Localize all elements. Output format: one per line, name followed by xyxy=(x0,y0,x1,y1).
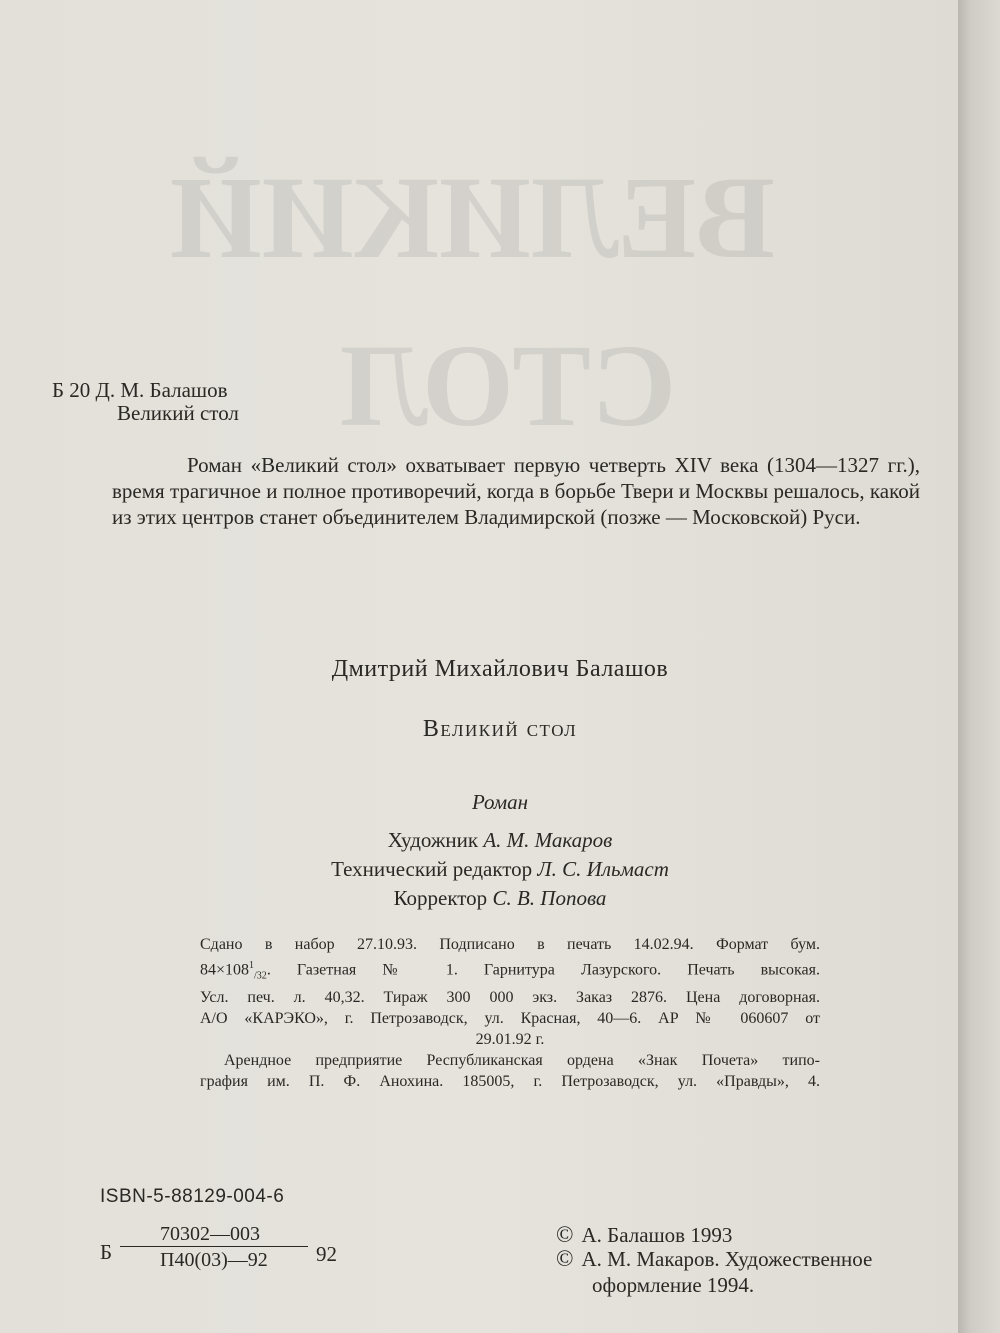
imprint-line: А/О «КАРЭКО», г. Петрозаводск, ул. Красная, 40—6. АР № 060607 от xyxy=(200,1009,820,1027)
credit-line xyxy=(0,826,1000,855)
imprint-line-rest: . Газетная № 1. Гарнитура Лазурского. Печать высокая. xyxy=(266,961,820,979)
code-numerator: 70302—003 xyxy=(160,1223,260,1245)
paper-format: 84×108 xyxy=(200,961,250,979)
next-page-edge xyxy=(958,0,1000,1333)
copyright-icon: © xyxy=(556,1222,574,1247)
annotation xyxy=(112,452,920,530)
credit-role: Художник xyxy=(387,828,479,852)
credit-role: Технический редактор xyxy=(331,857,533,881)
bleed-through-title: ВЕЛИКИЙ xyxy=(170,152,775,283)
code-suffix: 92 xyxy=(316,1242,337,1266)
copyright-text: А. Балашов 1993 xyxy=(581,1223,733,1247)
code-denominator: П40(03)—92 xyxy=(160,1249,268,1271)
imprint-line: Усл. печ. л. 40,32. Тираж 300 000 экз. Заказ 2876. Цена договорная. xyxy=(200,988,820,1006)
imprint-line: графия им. П. Ф. Анохина. 185005, г. Петрозаводск, ул. «Правды», 4. xyxy=(200,1072,820,1090)
imprint-line xyxy=(200,955,820,987)
credit-line xyxy=(0,884,1000,913)
credit-name: А. М. Макаров xyxy=(483,828,613,852)
copyright-text: А. М. Макаров. Художественное xyxy=(581,1247,873,1271)
copyright-text-cont: оформление 1994. xyxy=(592,1273,755,1297)
copyright-author xyxy=(556,1222,732,1248)
book-title: Великий стол xyxy=(422,716,578,742)
credits xyxy=(0,826,1000,913)
credit-line xyxy=(0,855,1000,884)
imprint-line: 29.01.92 г. xyxy=(475,1030,545,1048)
annotation-text: Роман «Великий стол» охватывает первую четверть XIV века (1304—1327 гг.), время трагичное и полное противоречий, когда в борьбе Твери и Москвы решалось, какой из этих центров станет объединителем Владимирской (позже — Московской) Руси. xyxy=(112,453,920,529)
imprint-line: Арендное предприятие Республиканская ордена «Знак Почета» типо- xyxy=(224,1051,820,1069)
author-full-name: Дмитрий Михайлович Балашов xyxy=(331,656,669,682)
code-fraction-line xyxy=(120,1246,308,1247)
credit-name: С. В. Попова xyxy=(492,886,607,910)
bleed-through-title-2: СТОЛ xyxy=(340,320,677,451)
code-prefix: Б xyxy=(100,1240,113,1264)
copyright-artist xyxy=(556,1246,936,1298)
paper-format-sup: 1 xyxy=(249,960,255,971)
copyright-icon: © xyxy=(556,1246,574,1271)
catalog-code: Б 20 Д. М. Балашов xyxy=(52,378,228,402)
credit-role: Корректор xyxy=(393,886,488,910)
genre-label: Роман xyxy=(471,790,529,814)
imprint-line: Сдано в набор 27.10.93. Подписано в печать 14.02.94. Формат бум. xyxy=(200,936,820,953)
imprint-block xyxy=(200,934,820,1092)
catalog-title: Великий стол xyxy=(117,401,239,425)
credit-name: Л. С. Ильмаст xyxy=(537,857,669,881)
paper-format-sub: /32 xyxy=(254,970,267,982)
isbn: ISBN-5-88129-004-6 xyxy=(100,1186,285,1207)
